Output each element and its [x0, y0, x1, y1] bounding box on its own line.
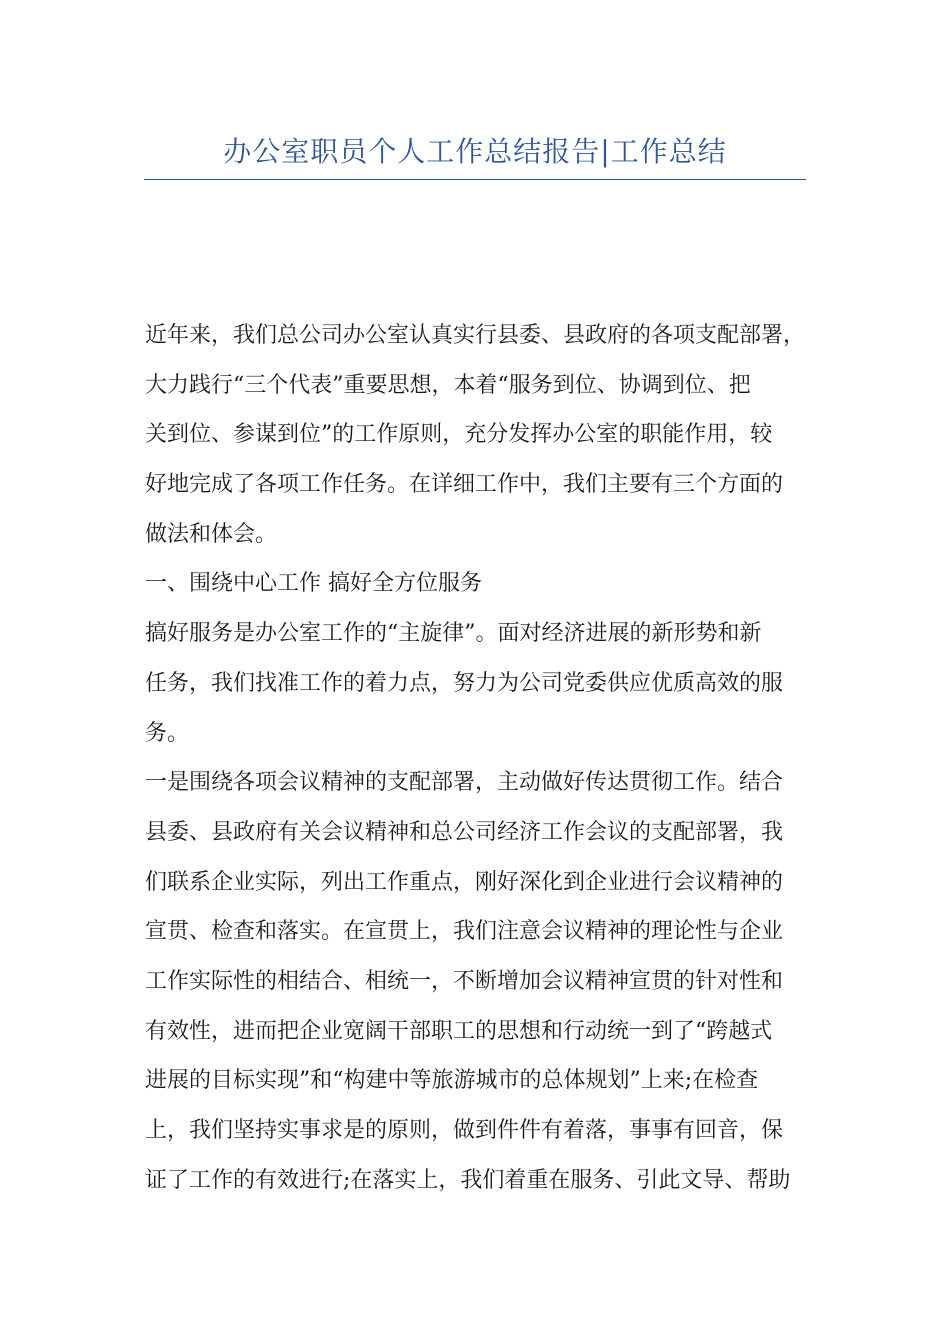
- body-line: 宣贯、检查和落实。在宣贯上，我们注意会议精神的理论性与企业: [145, 919, 784, 945]
- body-line: 上，我们坚持实事求是的原则，做到件件有着落，事事有回音，保: [145, 1118, 784, 1143]
- body-line: 近年来，我们总公司办公室认真实行县委、县政府的各项支配部署，: [145, 323, 806, 348]
- body-line: 做法和体会。: [145, 521, 278, 547]
- section-heading: 一、围绕中心工作 搞好全方位服务: [145, 571, 482, 597]
- document-body: [145, 311, 835, 1205]
- body-line: 务。: [145, 720, 190, 746]
- title-underline: [144, 179, 806, 180]
- body-line: 们联系企业实际，列出工作重点，刚好深化到企业进行会议精神的: [145, 869, 784, 895]
- body-line: 大力践行“三个代表”重要思想，本着“服务到位、协调到位、把: [145, 372, 751, 398]
- body-line: 工作实际性的相结合、相统一，不断增加会议精神宣贯的针对性和: [145, 968, 784, 994]
- body-line: 关到位、参谋到位”的工作原则，充分发挥办公室的职能作用，较: [145, 422, 773, 448]
- body-line: 搞好服务是办公室工作的“主旋律”。面对经济进展的新形势和新: [145, 621, 762, 647]
- body-line: 有效性，进而把企业宽阔干部职工的思想和行动统一到了“跨越式: [145, 1018, 773, 1044]
- body-line: 县委、县政府有关会议精神和总公司经济工作会议的支配部署，我: [145, 819, 784, 845]
- body-line: 一是围绕各项会议精神的支配部署，主动做好传达贯彻工作。结合: [145, 770, 784, 796]
- body-line: 好地完成了各项工作任务。在详细工作中，我们主要有三个方面的: [145, 472, 784, 498]
- document-title: 办公室职员个人工作总结报告|工作总结: [223, 135, 727, 168]
- body-line: 证了工作的有效进行;在落实上，我们着重在服务、引此文导、帮助: [145, 1167, 791, 1193]
- body-line: 进展的目标实现”和“构建中等旅游城市的总体规划”上来;在检查: [145, 1068, 759, 1094]
- body-line: 任务，我们找准工作的着力点，努力为公司党委供应优质高效的服: [145, 670, 784, 696]
